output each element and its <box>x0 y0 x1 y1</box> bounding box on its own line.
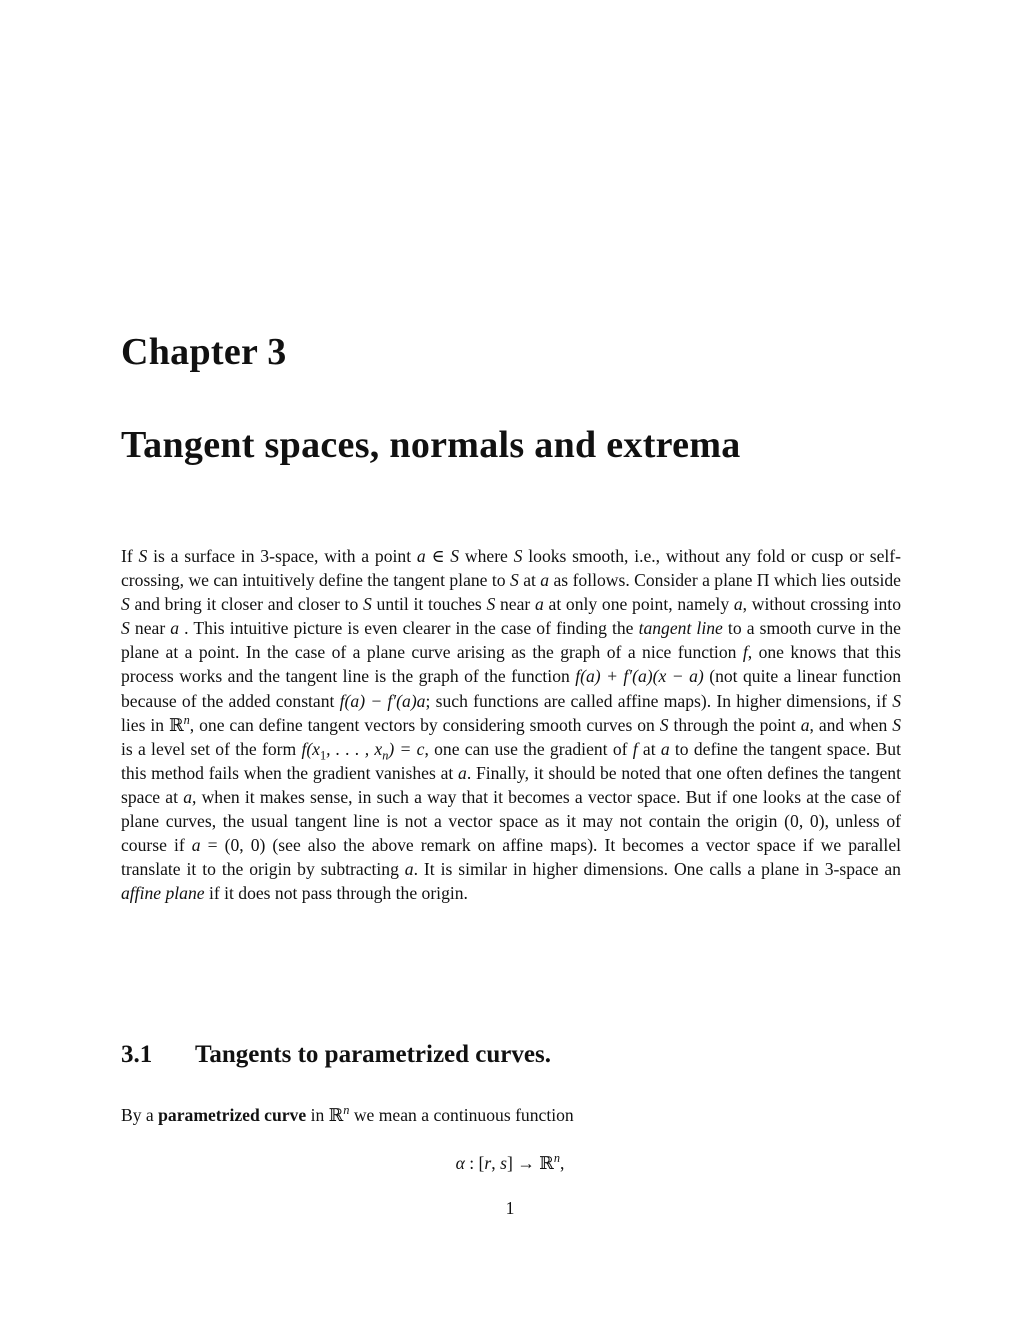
affine-plane-term: affine plane <box>121 883 205 904</box>
tangent-line-term: tangent line <box>638 618 723 639</box>
definition-paragraph: By a parametrized curve in ℝ$^n$ we mean a continuous function <box>121 1103 574 1125</box>
formula-level-set: $f(x_1$, . . . , $x_n) = c$ <box>301 738 425 763</box>
formula-tangent-line: f(a) + f′(a)(x − a) <box>575 666 704 687</box>
formula-constant: f(a) − f′(a)a <box>339 690 426 711</box>
section-title: Tangents to parametrized curves. <box>195 1041 551 1068</box>
chapter-title: Tangent spaces, normals and extrema <box>121 424 741 466</box>
intro-paragraph: If S is a surface in 3-space, with a point a ∈ S where S looks smooth, i.e., without any fold or cusp or self-crossing, we can intuitively define the tangent plane to S at a as follows. Consider a plane Π which lies outside S and bring it closer and closer to S until it touches S near a at only one point, namely a, without crossing into S near a . This intuitive picture is even clearer in the case of finding the tangent line to a smooth curve in the plane at a point. In the case of a plane curve arising as the graph of a nice function f, one knows that this process works and the tangent line is the graph of the function f(a) + f′(a)(x − a) (not quite a linear function because of the added constant f(a) − f′(a)a; such functions are called affine maps). In higher dimensions, if S lies in ℝ$^n$, one can define tangent vectors by considering smooth curves on S through the point a, and when S is a level set of the form $f(x_1$, . . . , $x_n) = c$, one can use the gradient of f at a to define the tangent space. But this method fails when the gradient vanishes at a. Finally, it should be noted that one often defines the tangent space at a, when it makes sense, in such a way that it becomes a vector space. But if one looks at the case of plane curves, the usual tangent line is not a vector space as it may not contain the origin (0, 0), unless of course if a = (0, 0) (see also the above remark on affine maps). It becomes a vector space if we parallel translate it to the origin by subtracting a. It is similar in higher dimensions. One calls a plane in 3-space an affine plane if it does not pass through the origin. <box>121 546 902 904</box>
display-equation: α : [r, s] → ℝ$^n$, <box>455 1151 565 1173</box>
page-number: 1 <box>505 1198 515 1218</box>
defined-term: parametrized curve <box>158 1105 307 1125</box>
section-number: 3.1 <box>121 1041 153 1068</box>
section-heading <box>121 1041 551 1069</box>
chapter-label: Chapter 3 <box>121 331 287 373</box>
